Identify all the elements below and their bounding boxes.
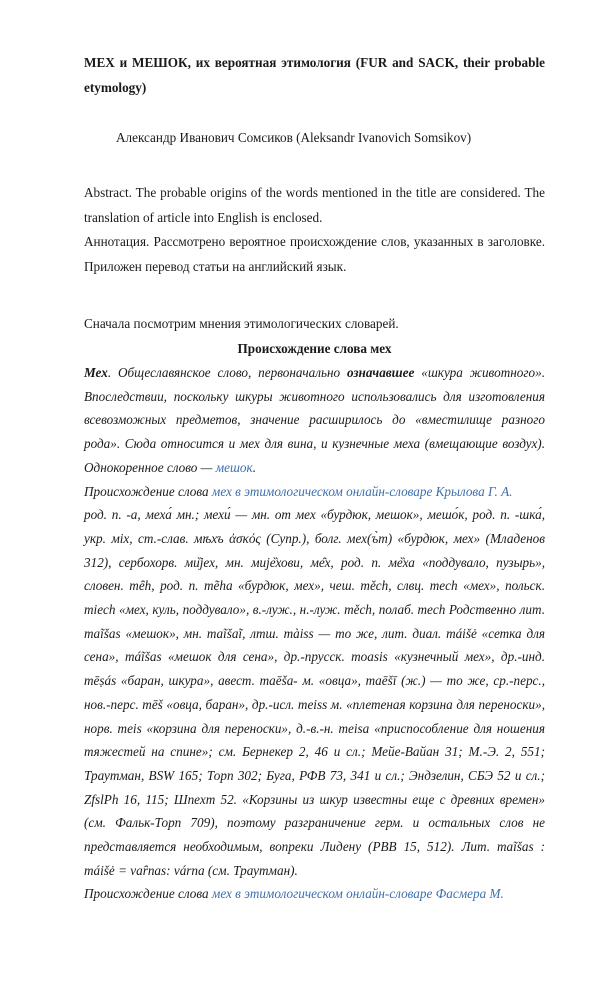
author-line: Александр Иванович Сомсиков (Aleksandr Ivanovich Somsikov) [116,130,472,145]
definition-text-b: «шкура животного». Впоследствии, поскольку шкуры животного использовались для изготовления всевозможных предметов, значение расширилось до «вместилище разного рода». Сюда относится и мех для вина, и кузнечные меха (вмещающие воздух). Однокоренное слово — [84,365,545,475]
entry-definition [84,361,545,480]
definition-end: . [252,459,256,475]
source-line-krylov [84,480,545,504]
intro-sentence: Сначала посмотрим мнения этимологических словарей. [84,316,399,331]
entry-head-word: Мех [84,365,108,380]
document-page [84,50,545,906]
source-prefix: Происхождение слова [84,886,212,902]
krylov-dictionary-link[interactable]: мех в этимологическом онлайн-словаре Крылова Г. А. [211,483,513,499]
definition-bold-word: означавшее [346,365,415,380]
abstract-block [84,181,545,279]
dictionary-entry [84,361,545,906]
abstract-russian: Аннотация. Рассмотрено вероятное происхождение слов, указанных в заголовке. Приложен перевод статьи на английский язык. [84,234,545,274]
source-line-vasmer [84,882,545,906]
section-heading: Происхождение слова мех [237,341,392,356]
etymology-body: род. п. -а, меха́ мн.; мехи́ — мн. от мех «бурдюк, мешок», мешо́к, род. п. -шка́, укр. мiх, ст.-слав. мѣхъ ἀσκός (Супр.), болг. мех(ъ̀т) «бурдюк, мех» (Младенов 312), сербохорв. ми̏јех, мн. мије̏хови, ме̑х, род. п. ме̏ха «поддувало, пузырь», словен. mȇh, род. п. mẽha «бурдюк, мех», чеш. měch, слвц. mech «мех», польск. miech «мех, куль, поддувало», в.-луж., н.-луж. měch, полаб. mech Родственно лит. maĩšas «мешок», мн. maĩšaĩ, лтш. màiss — то же, лит. диал. máišė «сетка для сена», máĩšas «мешок для сена», др.-прусск. moasis «кузнечный мех», др.-инд. mēṣás «баран, шкура», авест. maēša- м. «овца», maēšī (ж.) — то же, ср.-перс., нов.-перс. mēš «овца, баран», др.-исл. meiss м. «плетеная корзина для переноски», норв. meis «корзина для переноски», д.-в.-н. meisa «приспособление для ношения тяжестей на спине»; см. Бернекер 2, 46 и сл.; Мейе-Вайан 31; М.-Э. 2, 551; Траутман, BSW 165; Торп 302; Буга, РФВ 73, 341 и сл.; Эндзелин, СБЭ 52 и сл.; ZfslPh 16, 115; Шпехт 52. «Корзины из шкур известны еще с древних времен» (см. Фальк-Торп 709), поэтому разграничение герм. и остальных слов не представляется необходимым, вопреки Лидену (PBB 15, 512). Лит. maĩšas : máišė = vaȓnas: várna (см. Траутман). [84,507,545,878]
definition-text-a: . Общеславянское слово, первоначально [107,365,347,380]
vasmer-dictionary-link[interactable]: мех в этимологическом онлайн-словаре Фасмера М. [211,886,504,902]
related-word-link[interactable]: мешок [215,459,253,475]
article-title: МЕХ и МЕШОК, их вероятная этимология (FUR and SACK, their probable etymology) [84,55,545,95]
abstract-english: Abstract. The probable origins of the words mentioned in the title are considered. The translation of article into English is enclosed. [84,185,545,225]
source-prefix: Происхождение слова [84,483,212,499]
